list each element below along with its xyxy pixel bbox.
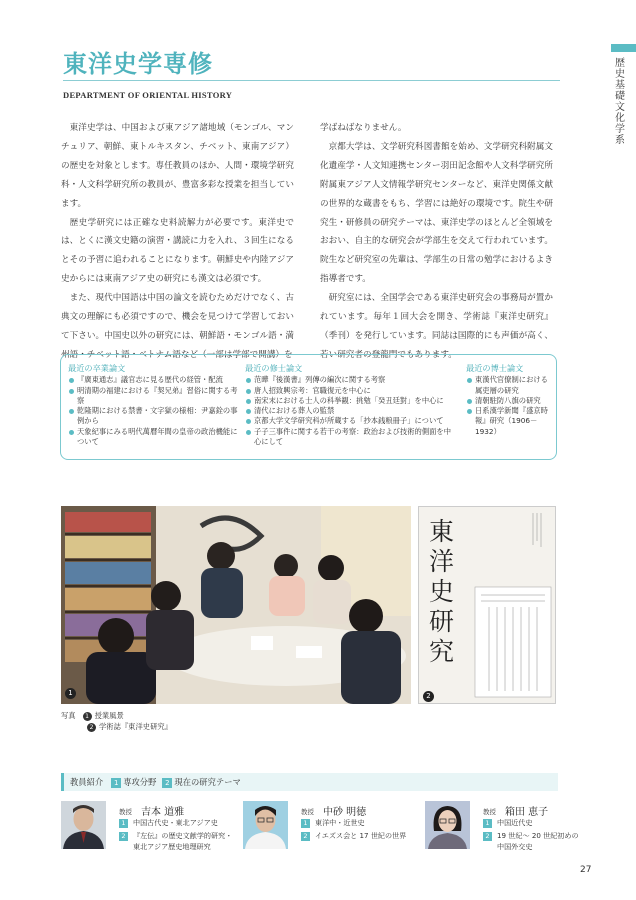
photo-number-badge: 2 [423, 691, 434, 702]
class-photo [61, 506, 411, 704]
field-number: 1 [119, 819, 128, 828]
caption-text: 授業風景 [94, 711, 124, 720]
thesis-item: 『廣東通志』議官志に見る歴代の経管・配流 [68, 375, 240, 385]
body-paragraph: 学ばねばなりません。 [320, 123, 407, 133]
undergrad-theses [68, 363, 240, 447]
caption-number: 1 [83, 712, 92, 721]
thesis-item: 天象紀事にみる明代萬曆年間の皇帝の政治機能について [68, 427, 240, 448]
thesis-item: 清代における葬人の監禁 [245, 406, 457, 416]
doctoral-theses-heading: 最近の博士論文 [466, 363, 524, 373]
faculty-heading: 教員紹介 [70, 777, 104, 787]
faculty-theme: 2 19 世紀～ 20 世紀初めの 中国外交史 [483, 831, 579, 852]
thesis-item: 乾隆期における禁書・文字獄の様相：尹嘉銓の事例から [68, 406, 240, 427]
caption-number: 2 [87, 723, 96, 732]
thesis-item: 明清期の福建における『契兄弟』習俗に関する考察 [68, 386, 240, 407]
faculty-portrait [61, 801, 106, 849]
thesis-item: 京都大学文学研究科が所蔵する「抄本銭粮冊子」について [245, 416, 457, 426]
faculty-field: 1 東洋中・近世史 [301, 818, 365, 829]
thesis-item: 南宋末における士人の科挙観：挑勉「癸丑廷對」を中心に [245, 396, 457, 406]
caption-label: 写真 [61, 711, 76, 720]
side-section-label: 歴史基礎文化学系 [615, 58, 625, 146]
photo-caption [61, 710, 172, 732]
thesis-item: 清朝駐防八旗の研究 [466, 396, 552, 406]
faculty-rank: 教授 [119, 808, 132, 816]
theme-number: 2 [119, 832, 128, 841]
faculty-header-edge [61, 773, 64, 791]
thesis-item: 唐人招致興宗考：官職復元を中心に [245, 386, 457, 396]
legend-number: 2 [162, 778, 172, 788]
faculty-rank: 教授 [301, 808, 314, 816]
legend-number: 1 [111, 778, 121, 788]
faculty-header [61, 773, 558, 791]
thesis-item: 子子三事件に関する若干の考察：政治および技術的側面を中心にして [245, 427, 457, 448]
theme-number: 2 [483, 832, 492, 841]
field-number: 1 [301, 819, 310, 828]
undergrad-theses-heading: 最近の卒業論文 [68, 363, 126, 373]
thesis-item: 日系漢学新聞『盛京時報』研究（1906－1932） [466, 406, 552, 437]
body-paragraph: 研究室には、全国学会である東洋史研究会の事務局が置かれています。毎年１回大会を開き、学術誌『東洋史研究』（季刊）を発行しています。同誌は国際的にも声価が高く、若い研究者の登龍門でもあります。 [320, 293, 553, 360]
body-paragraph: 歴史学研究には正確な史料読解力が必要です。東洋史では、とくに漢文史籍の演習・講読に力を入れ、３回生になるとその予習に追われることになります。朝鮮史や内陸アジア史からには東南アジア史の研究にも漢文は必須です。 [61, 217, 294, 285]
body-column-right [320, 119, 553, 365]
faculty-theme: 2 イエズス会と 17 世紀の世界 [301, 831, 406, 842]
master-theses-heading: 最近の修士論文 [245, 363, 303, 373]
faculty-rank: 教授 [483, 808, 496, 816]
theme-number: 2 [301, 832, 310, 841]
page-subtitle: DEPARTMENT OF ORIENTAL HISTORY [63, 90, 233, 100]
thesis-item: 范曄『後漢書』列傳の編次に関する考察 [245, 375, 457, 385]
body-column-left [61, 119, 294, 365]
thesis-item: 東漢代官僚制における属吏層の研究 [466, 375, 552, 396]
faculty-portrait [425, 801, 470, 849]
faculty-theme: 2 『左伝』の歴史文献学的研究・ 東北アジア歴史地理研究 [119, 831, 232, 852]
doctoral-theses [466, 363, 552, 437]
field-number: 1 [483, 819, 492, 828]
faculty-portrait [243, 801, 288, 849]
caption-text: 学術誌『東洋史研究』 [99, 722, 172, 731]
body-paragraph: また、現代中国語は中国の論文を読むためだけでなく、古典文の理解にも必須ですので、機会を見つけて学習しておいて下さい。中国史以外の研究には、朝鮮語・モンゴル語・満州語・チベット語・ベトナム語など（一部は学部で開講）を [61, 293, 294, 360]
faculty-name: 吉本 道雅 [141, 807, 185, 818]
page-title: 東洋史学専修 [63, 49, 213, 78]
journal-cover-title: 東洋史研究 [429, 517, 455, 666]
body-paragraph: 京都大学は、文学研究科図書館を始め、文学研究科附属文化遺産学・人文知連携センター羽田記念館や人文科学研究所附属東アジア人文情報学研究センターなど、東洋史関係文献の世界的な蔵書をもち、学習には絶好の環境です。院生や研究生・研修員の研究テーマは、東洋史学のほとんど全領域をおおい、自主的な研究会が学部生を交えて行われています。院生など研究室の先輩は、学部生の日常の勉学におけるよき指導者です。 [320, 141, 553, 285]
photo-number-badge: 1 [65, 688, 76, 699]
legend-theme: 現在の研究テーマ [174, 777, 241, 787]
body-paragraph: 東洋史学は、中国および東アジア諸地域（モンゴル、マンチュリア、朝鮮、東トルキスタン、チベット、東南アジア）の歴史を対象とします。専任教員のほか、人間・環境学研究科・人文科学研究所の教員が、豊富多彩な授業を担当しています。 [61, 123, 294, 209]
journal-cover-photo [418, 506, 556, 704]
title-divider [63, 80, 560, 81]
legend-field: 専攻分野 [123, 777, 157, 787]
faculty-name: 箱田 恵子 [505, 807, 549, 818]
faculty-name: 中砂 明徳 [323, 807, 367, 818]
side-accent-bar [611, 44, 636, 52]
master-theses [245, 363, 457, 447]
page-number: 27 [580, 865, 592, 875]
faculty-field: 1 中国古代史・東北アジア史 [119, 818, 218, 829]
faculty-field: 1 中国近代史 [483, 818, 532, 829]
